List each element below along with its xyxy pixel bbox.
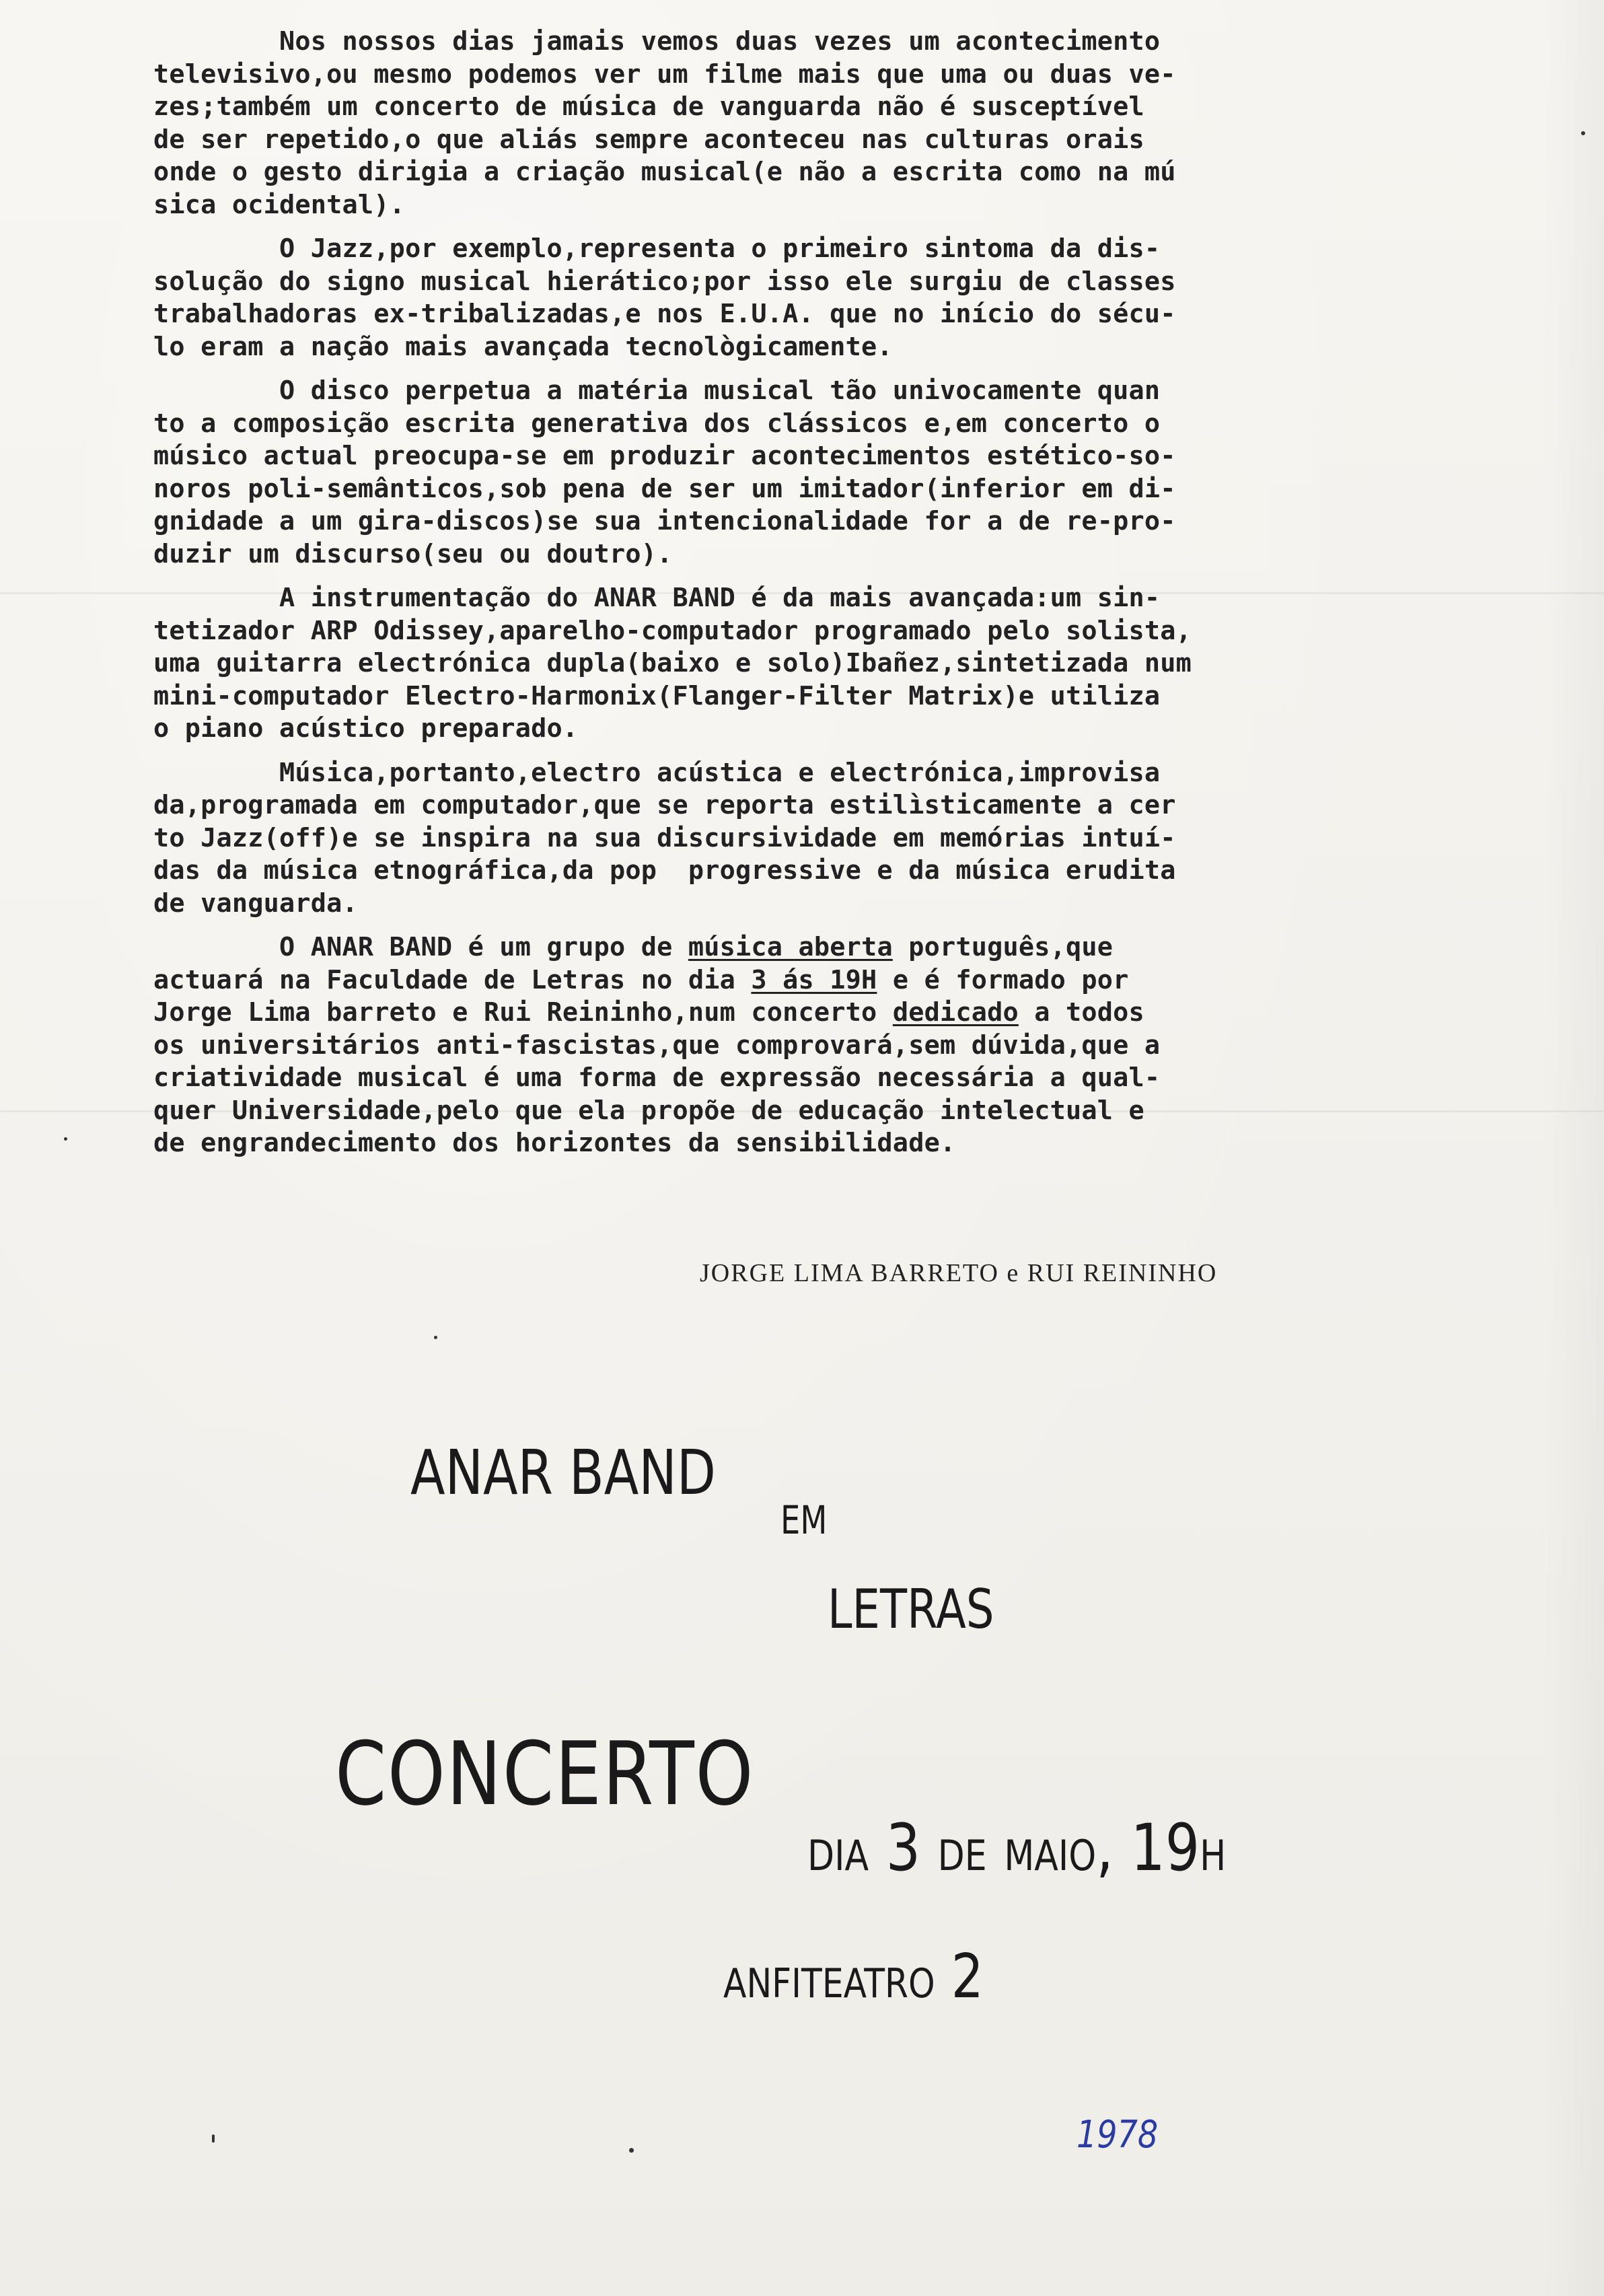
paragraph [153, 931, 1499, 1160]
date-hour-suffix: H [1200, 1831, 1227, 1880]
text-line: trabalhadoras ex-tribalizadas,e nos E.U.A. que no início do sécu- [153, 299, 1176, 329]
text-line: lo eram a nação mais avançada tecnològicamente. [153, 331, 893, 362]
paragraph [153, 26, 1499, 221]
text-line: tetizador ARP Odissey,aparelho-computador programado pelo solista, [153, 615, 1192, 646]
date-prefix: DIA [807, 1831, 869, 1880]
handwritten-concerto: CONCERTO [335, 1723, 755, 1825]
paper-edge-shadow [1543, 0, 1604, 2296]
text-line: Nos nossos dias jamais vemos duas vezes um acontecimento [153, 26, 1161, 57]
text-line: de vanguarda. [153, 888, 358, 919]
date-month: MAIO [1004, 1831, 1097, 1880]
handwritten-em: EM [780, 1497, 828, 1543]
text-line: o piano acústico preparado. [153, 713, 579, 744]
text-line: actuará na Faculdade de Letras no dia 3 ás 19H e é formado por [153, 964, 1129, 995]
handwritten-letras: LETRAS [828, 1578, 994, 1641]
date-hour: 19 [1130, 1810, 1200, 1886]
paragraph [153, 375, 1499, 571]
text-line: uma guitarra electrónica dupla(baixo e solo)Ibañez,sintetizada num [153, 648, 1192, 678]
paper-speck [434, 1336, 437, 1339]
text-line: de engrandecimento dos horizontes da sensibilidade. [153, 1128, 956, 1158]
date-separator: , [1096, 1810, 1114, 1886]
venue-word: ANFITEATRO [723, 1960, 935, 2007]
date-day: 3 [885, 1810, 921, 1886]
paper-speck [1581, 131, 1585, 135]
text-line: onde o gesto dirigia a criação musical(e não a escrita como na mú [153, 157, 1176, 187]
text-line: O Jazz,por exemplo,representa o primeiro sintoma da dis- [153, 234, 1161, 264]
text-line: gnidade a um gira-discos)se sua intencionalidade for a de re-pro- [153, 506, 1176, 536]
date-de: DE [937, 1831, 987, 1880]
text-line: da,programada em computador,que se reporta estilìsticamente a cer [153, 790, 1176, 820]
text-line: mini-computador Electro-Harmonix(Flanger-Filter Matrix)e utiliza [153, 680, 1161, 711]
handwritten-venue [723, 1941, 984, 2012]
text-line: noros poli-semânticos,sob pena de ser um imitador(inferior em di- [153, 473, 1176, 504]
paragraph [153, 757, 1499, 921]
text-line: criatividade musical é uma forma de expressão necessária a qual- [153, 1063, 1161, 1093]
text-line: músico actual preocupa-se em produzir acontecimentos estético-so- [153, 441, 1176, 471]
text-line: solução do signo musical hierático;por isso ele surgiu de classes [153, 266, 1176, 297]
signature-line: JORGE LIMA BARRETO e RUI REININHO [700, 1259, 1218, 1287]
text-line: de ser repetido,o que aliás sempre aconteceu nas culturas orais [153, 124, 1144, 155]
text-line: O ANAR BAND é um grupo de música aberta português,que [153, 932, 1114, 962]
text-line: sica ocidental). [153, 189, 406, 220]
paper-speck [212, 2134, 215, 2143]
text-line: A instrumentação do ANAR BAND é da mais avançada:um sin- [153, 583, 1161, 613]
text-line: O disco perpetua a matéria musical tão univocamente quan [153, 375, 1161, 406]
handwritten-date [807, 1810, 1226, 1886]
handwritten-title: ANAR BAND [410, 1437, 716, 1509]
paper-speck [629, 2148, 634, 2153]
text-line: duzir um discurso(seu ou doutro). [153, 538, 673, 569]
venue-number: 2 [951, 1941, 984, 2012]
paragraph [153, 582, 1499, 746]
paper-speck [64, 1137, 67, 1141]
paragraph [153, 233, 1499, 363]
text-line: Jorge Lima barreto e Rui Reininho,num concerto dedicado a todos [153, 997, 1144, 1028]
text-line: Música,portanto,electro acústica e electrónica,improvisa [153, 757, 1161, 788]
text-line: das da música etnográfica,da pop progressive e da música erudita [153, 855, 1176, 886]
typed-text-body [153, 26, 1499, 1172]
text-line: televisivo,ou mesmo podemos ver um filme mais que uma ou duas ve- [153, 59, 1176, 89]
text-line: zes;também um concerto de música de vanguarda não é susceptível [153, 92, 1144, 122]
text-line: quer Universidade,pelo que ela propõe de educação intelectual e [153, 1095, 1144, 1126]
handwritten-year: 1978 [1077, 2113, 1159, 2157]
text-line: to Jazz(off)e se inspira na sua discursividade em memórias intuí- [153, 822, 1176, 853]
text-line: os universitários anti-fascistas,que comprovará,sem dúvida,que a [153, 1030, 1161, 1061]
text-line: to a composição escrita generativa dos clássicos e,em concerto o [153, 408, 1161, 439]
